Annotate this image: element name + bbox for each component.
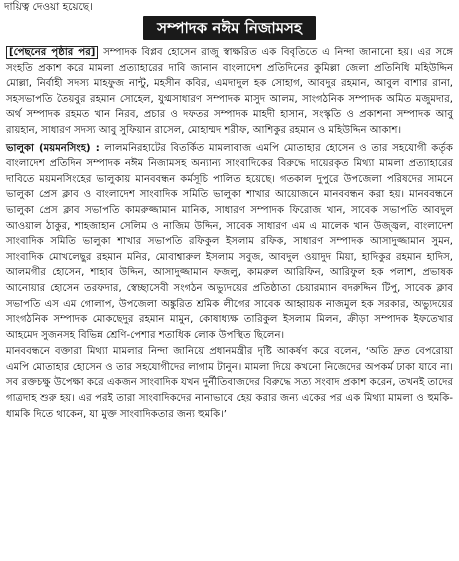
- paragraph-2-text: লালমনিরহাটের বিতর্কিত মামলাবাজ এমপি মোতাহার হোসেন ও তার সহযোগী কর্তৃক বাংলাদেশ প্রতিদিন সম্পাদক নঈম নিজামসহ অন্যান্য সাংবাদিকের বিরুদ্ধে দায়েরকৃত মিথ্যা মামলা প্রত্যাহারের দাবিতে ময়মনসিংহের ভালুকায় মানববন্ধন কর্মসূচি পালিত হয়েছে। গতকাল দুপুরে উপজেলা পরিষদের সামনে ভালুকা প্রেস ক্লাব ও বাংলাদেশ সাংবাদিক সমিতি ভালুকা শাখার আয়োজনে মানববন্ধন করা হয়। মানববন্ধনে ভালুকা প্রেস ক্লাব সভাপতি কামরুজ্জামান মানিক, সাধারণ সম্পাদক ফিরোজ খান, সাবেক সভাপতি আবদুল আওয়াল ঠাকুর, শাহজাহান সেলিম ও নাজিম উদ্দিন, সাবেক সাধারণ এম এ মালেক খান উজ্জ্বল, বাংলাদেশ সাংবাদিক সমিতি ভালুকা শাখার সভাপতি রফিকুল ইসলাম রফিক, সাধারণ সম্পাদক আসাদুজ্জামান সুমন, সাংবাদিক মোখলেছুর রহমান মনির, মোবাশ্বারুল ইসলাম সবুজ, আবদুল ওয়াদুদ মিয়া, হাদিকুর রহমান হাদিস, আলমগীর হোসেন, শাহাব উদ্দিন, আসাদুজ্জামান ফজলু, কামরুল আরিফিন, আরিফুল হক পলাশ, প্রভাষক আনোয়ার হোসেন তরফদার, স্বেচ্ছাসেবী সংগঠন অভ্যুদয়ের প্রতিষ্ঠাতা চেয়ারম্যান বদরুদ্দিন টিপু, সাবেক ক্লাব সভাপতি এস এম গোলাপ, উপজেলা অঙ্কুরিত শ্রমিক লীগের সাবেক আহ্বায়ক নাজমুল হক সরকার, অভ্যুদয়ের সাংগঠনিক সম্পাদক মোকছেদুর রহমান মামুন, কোষাধ্যক্ষ তারিকুল ইসলাম মিলন, ক্রীড়া সম্পাদক ইফতেখার আহমেদ সুজনসহ বিভিন্ন শ্রেণি-পেশার শতাধিক লোক উপস্থিত ছিলেন।: [6, 142, 453, 341]
- article-body: [6, 45, 453, 422]
- paragraph-1-text: সম্পাদক বিপ্লব হোসেন রাজু স্বাক্ষরিত এক বিবৃতিতে এ নিন্দা জানানো হয়। এর সঙ্গে সংহতি প্রকাশ করে মামলা প্রত্যাহারের দাবি জানান বাংলাদেশ প্রতিদিনের কুমিল্লা জেলা প্রতিনিধি মহিউদ্দিন মোল্লা, নির্বাহী সদস্য মাহফুজ নান্টু, মহসীন কবির, এমদাদুল হক সোহাগ, আবদুর রহমান, আবুল বাশার রানা, সহসভাপতি তৈয়বুর রহমান সোহেল, যুগ্মসাধারণ সম্পাদক মাসুদ আলম, সাংগঠনিক সম্পাদক অমিত মজুমদার, অর্থ সম্পাদক রহমত খান নিরব, প্রচার ও দফতর সম্পাদক মাহদী হাসান, সংস্কৃতি ও প্রকাশনা সম্পাদক আবু রায়হান, সাধারণ সদস্য আবু সুফিয়ান রাসেল, মোহাম্মদ শরীফ, আশিকুর রহমান ও মহিউদ্দিন আকাশ।: [6, 47, 454, 136]
- paragraph-1: [6, 45, 453, 139]
- headline: সম্পাদক নঈম নিজামসহ: [143, 16, 316, 40]
- headline-container: [6, 16, 453, 40]
- dateline-kicker: ভালুকা (ময়মনসিংহ) :: [6, 142, 100, 154]
- paragraph-3-text: মানববন্ধনে বক্তারা মিথ্যা মামলার নিন্দা জানিয়ে প্রধানমন্ত্রীর দৃষ্টি আকর্ষণ করে বলেন, ‘অতি দ্রুত বেপরোয়া এমপি মোতাহার হোসেন ও তার সহযোগীদের লাগাম টানুন। মামলা দিয়ে কখনো নিজেদের অপকর্ম ঢাকা যাবে না। সব রক্তচক্ষু উপেক্ষা করে একজন সাংবাদিক যখন দুর্নীতিবাজদের বিরুদ্ধে সত্য সংবাদ প্রকাশ করেন, তখনই তাদের গাত্রদাহ শুরু হয়। এর পরই তারা সাংবাদিকদের নানাভাবে হেয় করার জন্য একের পর এক মিথ্যা মামলা ও হুমকি-ধামকি দিতে থাকেন, যা মুক্ত সাংবাদিকতার জন্য হুমকি।’: [6, 346, 453, 420]
- previous-article-tail: দায়িত্ব দেওয়া হয়েছে।: [4, 1, 93, 13]
- continuation-kicker: [পেছনের পৃষ্ঠার পর]: [6, 46, 98, 59]
- paragraph-2: [6, 141, 453, 344]
- paragraph-3: [6, 344, 453, 422]
